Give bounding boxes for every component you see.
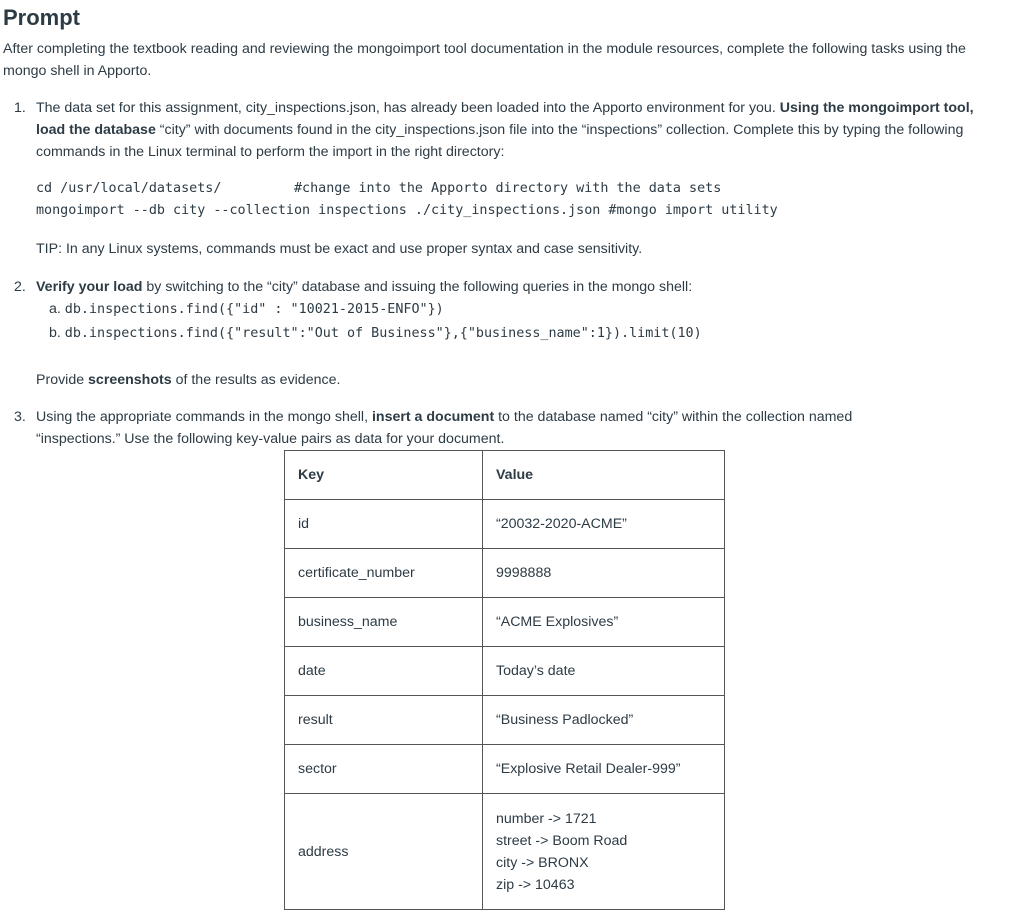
row-key: result [285, 696, 483, 745]
task-3-number: 3. [14, 409, 26, 425]
query-b [49, 322, 702, 345]
provide-text-a: Provide [36, 372, 89, 388]
row-value: “Business Padlocked” [483, 696, 725, 745]
provide-screenshots-text [36, 369, 340, 391]
address-line: street -> Boom Road [496, 832, 628, 849]
row-key: date [285, 647, 483, 696]
table-row [285, 549, 725, 598]
code-line-cd: cd /usr/local/datasets/ #change into the Apporto directory with the data sets [36, 181, 722, 196]
row-key: sector [285, 745, 483, 794]
query-b-label: b. [49, 325, 65, 341]
task-2-text: by switching to the “city” database and issuing the following queries in the mongo shell: [142, 279, 693, 295]
row-value: Today’s date [483, 647, 725, 696]
row-value: “ACME Explosives” [483, 598, 725, 647]
task-3-text: Using the appropriate commands in the mongo shell, [36, 409, 372, 425]
row-value: “Explosive Retail Dealer-999” [483, 745, 725, 794]
table-row [285, 696, 725, 745]
table-row [285, 647, 725, 696]
intro-paragraph: After completing the textbook reading and reviewing the mongoimport tool documentation in the module resources, complete the following tasks using the mongo shell in Apporto. [3, 41, 966, 79]
row-value: 9998888 [483, 549, 725, 598]
address-key: address [285, 794, 483, 910]
task-1 [14, 97, 996, 163]
table-row [285, 745, 725, 794]
provide-bold: screenshots [88, 372, 172, 388]
address-line: number -> 1721 [496, 810, 597, 827]
table-row-address [285, 794, 725, 910]
task-1-text-cont: “city” with documents found in the city_inspections.json file into the “inspections” collection. Complete this by typing the following commands in the Linux terminal to perform the import in the right directory: [36, 122, 964, 160]
row-key: certificate_number [285, 549, 483, 598]
address-value [483, 794, 725, 910]
row-key: id [285, 500, 483, 549]
query-b-code: db.inspections.find({"result":"Out of Business"},{"business_name":1}).limit(10) [64, 326, 702, 341]
address-line: city -> BRONX [496, 854, 589, 871]
key-value-table [284, 450, 725, 910]
task-1-text: The data set for this assignment, city_inspections.json, has already been loaded into the Apporto environment for you. [36, 100, 780, 116]
task-1-number: 1. [14, 100, 26, 116]
code-line-mongoimport: mongoimport --db city --collection inspections ./city_inspections.json #mongo import utility [36, 203, 778, 218]
header-key: Key [285, 451, 483, 500]
table-header-row [285, 451, 725, 500]
query-a [49, 298, 444, 321]
task-2 [14, 276, 996, 298]
table-row [285, 500, 725, 549]
query-a-code: db.inspections.find({"id" : "10021-2015-ENFO"}) [64, 302, 444, 317]
address-line: zip -> 10463 [496, 876, 575, 893]
task-3 [14, 406, 936, 450]
provide-text-b: of the results as evidence. [171, 372, 341, 388]
header-value: Value [483, 451, 725, 500]
row-value: “20032-2020-ACME” [483, 500, 725, 549]
tip-text: TIP: In any Linux systems, commands must be exact and use proper syntax and case sensitivity. [36, 241, 643, 257]
task-2-bold: Verify your load [36, 279, 143, 295]
row-key: business_name [285, 598, 483, 647]
task-3-text-cont: to the database named “city” within the collection named “inspections.” Use the following key-value pairs as data for your document. [36, 409, 853, 447]
query-a-label: a. [49, 301, 65, 317]
table-row [285, 598, 725, 647]
task-2-number: 2. [14, 279, 26, 295]
task-3-bold: insert a document [371, 409, 495, 425]
task-1-bold: Using the mongoimport tool, load the database [36, 100, 974, 138]
page-title: Prompt [3, 5, 80, 30]
